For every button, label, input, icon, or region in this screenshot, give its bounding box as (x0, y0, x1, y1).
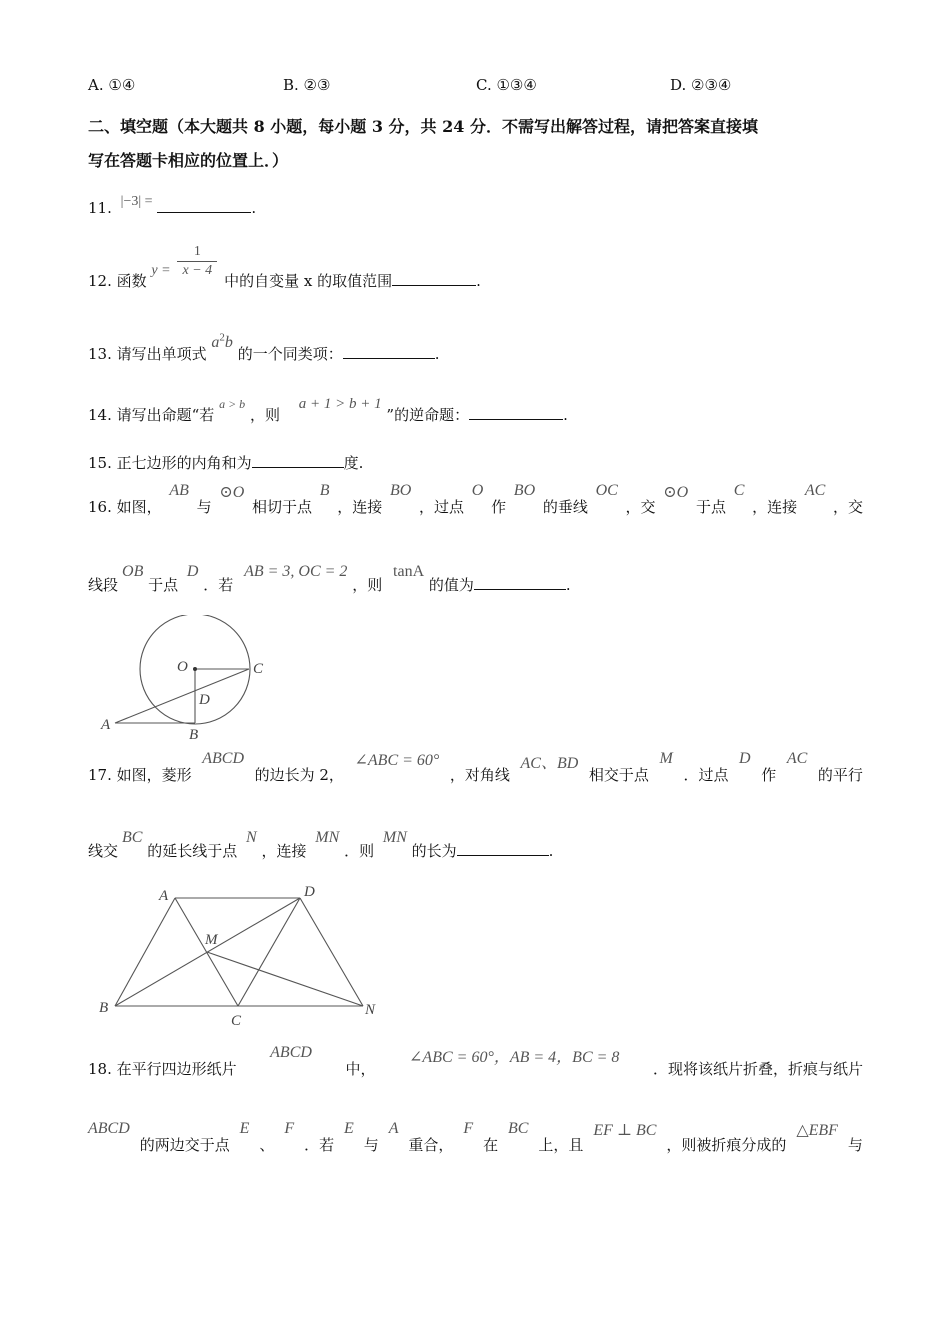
q16-l2-ob: OB (122, 563, 144, 580)
q14-mid: ，则 (249, 406, 280, 424)
q17-l2-mn2: MN (382, 829, 407, 846)
q17-l1-text-6: 相交于点 (588, 766, 649, 784)
q16-l1-math-7: BO (390, 482, 412, 499)
q13-monomial (211, 331, 233, 351)
q17-end: . (548, 842, 554, 860)
q12-prefix: 12. 函数 (88, 272, 147, 290)
q16-l2-tan: tanA (393, 563, 425, 580)
q17-label-b: B (99, 1000, 109, 1016)
q16-label-c: C (253, 661, 264, 677)
q17-answer-blank[interactable] (457, 841, 549, 856)
q16-l1-text-12: 的垂线 (542, 498, 588, 516)
q16-l1-math-19: AC (804, 482, 826, 499)
section-heading-line1: 二、填空题（本大题共 8 小题，每小题 3 分，共 24 分．不需写出解答过程，请把答案直接填 (88, 117, 758, 136)
option-d: D. ②③④ (670, 76, 732, 94)
q18-l2-math-14: EF ⊥ BC (593, 1122, 657, 1139)
q17-l1-math-3: ∠ABC = 60° (354, 752, 440, 769)
question-13 (88, 327, 440, 363)
q16-l1-text-4: 相切于点 (252, 498, 313, 516)
question-11 (88, 190, 257, 217)
q16-l1-text-18: ，连接 (752, 498, 798, 516)
q17-l2-a: 线交 (88, 842, 119, 860)
q17-l1-math-11: AC (786, 750, 808, 767)
question-18-line2 (88, 1120, 863, 1154)
question-17-line1 (88, 750, 863, 784)
q16-l1-text-20: ，交 (832, 498, 863, 516)
q16-l1-text-0: 16. 如图， (88, 498, 162, 516)
q14-end: . (563, 406, 568, 424)
q17-l2-d: ．则 (344, 842, 375, 860)
q16-l1-text-10: 作 (491, 498, 507, 516)
q18-l2-math-10: F (463, 1120, 474, 1137)
q17-l2-n: N (246, 829, 257, 846)
q18-l2-math-16: △EBF (796, 1122, 838, 1139)
q16-l1-text-8: ，过点 (419, 498, 465, 516)
q13-answer-blank[interactable] (343, 344, 435, 359)
q17-l2-b: 的延长线于点 (147, 842, 238, 860)
q16-end: . (565, 576, 571, 594)
q16-l2-b: 于点 (148, 576, 179, 594)
option-a: A. ①④ (88, 76, 136, 94)
q17-l1-text-0: 17. 如图，菱形 (88, 766, 192, 784)
q16-l1-text-16: 于点 (695, 498, 726, 516)
q17-l1-text-12: 的平行 (817, 766, 863, 784)
q17-label-d: D (304, 884, 315, 900)
q16-l1-math-9: O (471, 482, 484, 499)
q14-conclusion: a + 1 > b + 1 (298, 396, 382, 412)
q18-l2-math-2: E (239, 1120, 250, 1137)
q17-l1-math-5: AC、BD (520, 755, 579, 772)
q17-l1-text-10: 作 (761, 766, 777, 784)
q18-l2-text-7: 与 (363, 1136, 379, 1154)
q17-label-n: N (365, 1002, 376, 1018)
q16-l2-c: ．若 (203, 576, 234, 594)
q17-l1-math-9: D (739, 750, 751, 767)
question-18-line1 (88, 1044, 863, 1078)
q18-l2-math-4: F (284, 1120, 295, 1137)
q18-l2-math-0: ABCD (88, 1120, 130, 1137)
q18-l1-text-2: 中， (345, 1060, 376, 1078)
q16-segment-ac (115, 669, 249, 723)
q16-l2-a: 线段 (88, 576, 119, 594)
q17-label-m: M (205, 932, 218, 948)
q18-l2-text-13: 上，且 (538, 1136, 584, 1154)
q18-l1-text-0: 18. 在平行四边形纸片 (88, 1060, 237, 1078)
q13-prefix: 13. 请写出单项式 (88, 345, 207, 363)
q16-label-o: O (177, 659, 188, 675)
q13-base-b: b (224, 334, 233, 351)
q14-text: ”的逆命题： (386, 406, 470, 424)
q16-l1-math-13: OC (595, 482, 618, 499)
q16-l2-e: ，则 (352, 576, 383, 594)
q18-l2-text-11: 在 (483, 1136, 499, 1154)
option-c: C. ①③④ (476, 76, 537, 94)
q13-base-a: a (211, 334, 220, 351)
q13-end: . (434, 345, 440, 363)
q11-answer-blank[interactable] (157, 198, 251, 213)
q16-l1-math-15: ⊙O (663, 484, 689, 501)
q17-l1-math-7: M (659, 750, 673, 767)
q13-exponent: 2 (219, 331, 225, 344)
q18-l2-text-3: 、 (259, 1136, 275, 1154)
q17-side-ab (115, 898, 175, 1006)
q16-label-d: D (199, 692, 210, 708)
q16-l1-text-2: 与 (196, 498, 212, 516)
q17-l1-text-8: ．过点 (683, 766, 729, 784)
q16-l1-math-3: ⊙O (219, 484, 245, 501)
q11-end: . (251, 199, 257, 217)
q17-l1-math-1: ABCD (202, 750, 244, 767)
q17-line-dn (300, 898, 363, 1006)
q16-answer-blank[interactable] (474, 575, 566, 590)
q17-l2-c: ，连接 (261, 842, 307, 860)
q11-expression: |−3| = (120, 194, 153, 209)
q17-label-a: A (159, 888, 169, 904)
q16-l2-cond: AB = 3, OC = 2 (244, 563, 348, 580)
q17-l1-text-4: ，对角线 (449, 766, 510, 784)
q18-l2-text-15: ，则被折痕分成的 (666, 1136, 787, 1154)
q18-l2-math-12: BC (508, 1120, 529, 1137)
question-15 (88, 452, 363, 473)
q16-center-dot (193, 667, 197, 671)
q16-l2-d: D (186, 563, 199, 580)
option-b: B. ②③ (283, 76, 331, 94)
q11-number: 11. (88, 199, 112, 217)
q13-text: 的一个同类项： (237, 345, 343, 363)
q15-text: 15. 正七边形的内角和为 (88, 454, 252, 472)
q15-answer-blank[interactable] (252, 453, 344, 468)
section-heading-line2: 写在答题卡相应的位置上．） (88, 151, 289, 170)
q18-l2-math-6: E (344, 1120, 354, 1137)
q18-l2-text-1: 的两边交于点 (139, 1136, 230, 1154)
q16-l1-text-14: ，交 (625, 498, 656, 516)
question-14 (88, 388, 568, 424)
q14-prefix: 14. 请写出命题“若 (88, 406, 215, 424)
q12-end: . (476, 272, 481, 290)
q16-l1-math-1: AB (169, 482, 189, 499)
q12-y-equals: y = (151, 263, 171, 278)
question-17-line2 (88, 826, 554, 860)
q18-l2-math-8: A (388, 1120, 399, 1137)
q18-l2-text-5: ．若 (304, 1136, 335, 1154)
q12-answer-blank[interactable] (392, 271, 476, 286)
q16-l1-math-11: BO (513, 482, 536, 499)
q16-l1-math-17: C (733, 482, 745, 499)
q17-l1-text-2: 的边长为 2， (254, 766, 344, 784)
q17-segment-mn (207, 952, 363, 1006)
question-12 (88, 244, 481, 290)
q16-label-a: A (101, 717, 111, 733)
q17-l2-mn: MN (315, 829, 340, 846)
question-16-line2 (88, 560, 571, 594)
q18-l1-math-1: ABCD (270, 1044, 312, 1061)
q16-l2-f: 的值为 (428, 576, 474, 594)
q18-l2-text-9: 重合， (408, 1136, 454, 1154)
q14-condition: a > b (219, 397, 246, 411)
q17-l2-bc: BC (122, 829, 143, 846)
q12-numerator: 1 (193, 244, 201, 259)
q12-fraction (177, 244, 217, 279)
q17-l2-e: 的长为 (411, 842, 457, 860)
q16-l1-text-6: ，连接 (337, 498, 383, 516)
q14-answer-blank[interactable] (469, 405, 563, 420)
q12-text: 中的自变量 x 的取值范围 (224, 272, 393, 290)
question-16-line1 (88, 482, 863, 516)
q15-end: 度. (343, 454, 364, 472)
q16-figure (95, 615, 285, 745)
q17-label-c: C (231, 1013, 242, 1029)
q16-l1-math-5: B (319, 482, 330, 499)
q18-l2-text-17: 与 (847, 1136, 863, 1154)
q17-figure (95, 880, 395, 1030)
q17-side-dc (238, 898, 300, 1006)
q18-l1-text-4: ．现将该纸片折叠，折痕与纸片 (652, 1060, 863, 1078)
q18-l1-math-3: ∠ABC = 60°，AB = 4，BC = 8 (409, 1049, 620, 1066)
q12-denominator: x − 4 (182, 263, 213, 278)
q16-label-b: B (189, 727, 199, 743)
